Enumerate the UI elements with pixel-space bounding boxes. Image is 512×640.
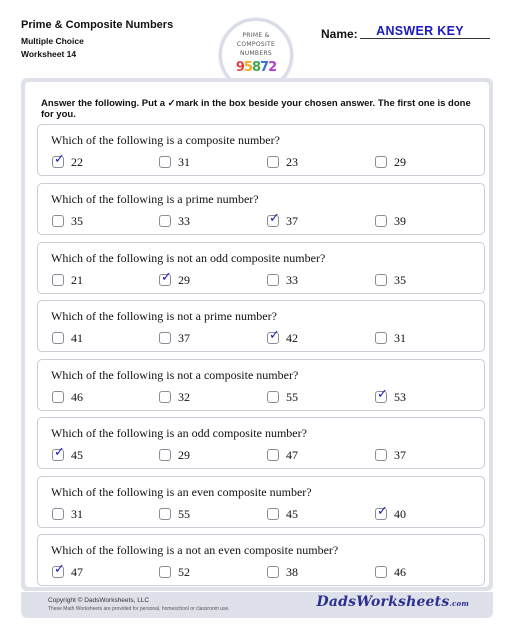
answer-option[interactable] bbox=[52, 507, 83, 521]
answer-value: 41 bbox=[71, 330, 83, 345]
answer-option[interactable] bbox=[267, 390, 298, 404]
answer-value: 53 bbox=[394, 389, 406, 404]
question-sheet bbox=[21, 78, 493, 591]
answer-value: 52 bbox=[178, 564, 190, 579]
logo-line-1: PRIME & bbox=[242, 32, 270, 39]
answer-checkbox[interactable] bbox=[375, 274, 387, 286]
answer-value: 31 bbox=[71, 506, 83, 521]
checkmark-icon: ✓ bbox=[161, 270, 172, 285]
logo-digit: 2 bbox=[268, 60, 277, 75]
worksheet-subtitle: Multiple Choice bbox=[21, 36, 84, 46]
question-card bbox=[37, 183, 485, 235]
answer-checkbox[interactable] bbox=[159, 508, 171, 520]
answer-value: 31 bbox=[394, 330, 406, 345]
answer-checkbox[interactable] bbox=[159, 215, 171, 227]
answer-option[interactable] bbox=[375, 504, 406, 521]
answer-value: 32 bbox=[178, 389, 190, 404]
answer-value: 45 bbox=[71, 447, 83, 462]
answer-checkbox[interactable] bbox=[267, 328, 280, 344]
answer-value: 29 bbox=[178, 272, 190, 287]
answer-option[interactable] bbox=[267, 328, 298, 345]
answer-checkbox[interactable] bbox=[267, 449, 279, 461]
answer-value: 55 bbox=[286, 389, 298, 404]
question-card bbox=[37, 534, 485, 586]
question-card bbox=[37, 124, 485, 176]
answer-option[interactable] bbox=[159, 448, 190, 462]
question-text: Which of the following is not a composite number? bbox=[51, 368, 299, 382]
question-sheet-inner bbox=[25, 82, 489, 587]
answer-option[interactable] bbox=[375, 155, 406, 169]
name-line bbox=[360, 38, 490, 39]
answer-checkbox[interactable] bbox=[267, 156, 279, 168]
answer-option[interactable] bbox=[375, 273, 406, 287]
question-card bbox=[37, 417, 485, 469]
answer-checkbox[interactable] bbox=[52, 562, 65, 578]
answer-checkbox[interactable] bbox=[52, 445, 65, 461]
answer-checkbox[interactable] bbox=[375, 566, 387, 578]
answer-checkbox[interactable] bbox=[375, 504, 388, 520]
answer-checkbox[interactable] bbox=[267, 566, 279, 578]
answer-key-label: ANSWER KEY bbox=[376, 24, 464, 38]
answer-value: 22 bbox=[71, 154, 83, 169]
answer-value: 37 bbox=[394, 447, 406, 462]
answer-value: 37 bbox=[178, 330, 190, 345]
brand-domain: .com bbox=[449, 599, 469, 608]
logo-line-2: COMPOSITE bbox=[236, 41, 276, 48]
disclaimer: These Math Worksheets are provided for personal, homeschool or classroom use. bbox=[48, 606, 230, 612]
question-card bbox=[37, 476, 485, 528]
answer-checkbox[interactable] bbox=[375, 215, 387, 227]
answer-value: 33 bbox=[178, 213, 190, 228]
footer-bar bbox=[21, 592, 493, 618]
answer-option[interactable] bbox=[52, 214, 83, 228]
answer-option[interactable] bbox=[267, 448, 298, 462]
checkmark-icon: ✓ bbox=[269, 211, 280, 226]
question-card bbox=[37, 300, 485, 352]
answer-value: 45 bbox=[286, 506, 298, 521]
answer-value: 46 bbox=[71, 389, 83, 404]
answer-value: 47 bbox=[71, 564, 83, 579]
answer-option[interactable] bbox=[267, 211, 298, 228]
answer-checkbox[interactable] bbox=[52, 152, 65, 168]
question-text: Which of the following is a prime number? bbox=[51, 192, 259, 206]
logo-digits bbox=[222, 60, 290, 75]
answer-value: 35 bbox=[71, 213, 83, 228]
question-text: Which of the following is not a prime number? bbox=[51, 309, 277, 323]
answer-value: 37 bbox=[286, 213, 298, 228]
answer-option[interactable] bbox=[52, 445, 83, 462]
answer-checkbox[interactable] bbox=[159, 566, 171, 578]
question-card bbox=[37, 359, 485, 411]
answer-checkbox[interactable] bbox=[267, 391, 279, 403]
answer-checkbox[interactable] bbox=[159, 156, 171, 168]
answer-checkbox[interactable] bbox=[267, 211, 280, 227]
answer-option[interactable] bbox=[267, 155, 298, 169]
answer-value: 39 bbox=[394, 213, 406, 228]
logo-digit: 5 bbox=[243, 60, 252, 75]
answer-option[interactable] bbox=[375, 565, 406, 579]
checkmark-icon: ✓ bbox=[377, 504, 388, 519]
answer-option[interactable] bbox=[159, 214, 190, 228]
copyright: Copyright © DadsWorksheets, LLC bbox=[48, 597, 150, 604]
answer-checkbox[interactable] bbox=[159, 270, 172, 286]
answer-option[interactable] bbox=[159, 390, 190, 404]
instructions: Answer the following. Put a ✓mark in the box beside your chosen answer. The first one is done for you. bbox=[41, 98, 471, 120]
answer-option[interactable] bbox=[267, 565, 298, 579]
answer-option[interactable] bbox=[52, 390, 83, 404]
answer-value: 46 bbox=[394, 564, 406, 579]
answer-value: 47 bbox=[286, 447, 298, 462]
answer-option[interactable] bbox=[375, 214, 406, 228]
answer-option[interactable] bbox=[159, 565, 190, 579]
answer-option[interactable] bbox=[375, 331, 406, 345]
answer-option[interactable] bbox=[52, 273, 83, 287]
question-text: Which of the following is not an odd composite number? bbox=[51, 251, 326, 265]
answer-value: 21 bbox=[71, 272, 83, 287]
answer-checkbox[interactable] bbox=[159, 332, 171, 344]
logo-digit: 9 bbox=[235, 60, 244, 75]
answer-option[interactable] bbox=[159, 331, 190, 345]
answer-option[interactable] bbox=[52, 331, 83, 345]
brand-name: DadsWorksheets bbox=[316, 594, 450, 610]
answer-checkbox[interactable] bbox=[375, 449, 387, 461]
answer-value: 35 bbox=[394, 272, 406, 287]
answer-value: 42 bbox=[286, 330, 298, 345]
question-text: Which of the following is a composite number? bbox=[51, 133, 280, 147]
logo-line-3: NUMBERS bbox=[239, 50, 273, 57]
answer-option[interactable] bbox=[159, 507, 190, 521]
answer-value: 33 bbox=[286, 272, 298, 287]
answer-checkbox[interactable] bbox=[375, 156, 387, 168]
question-text: Which of the following is an even composite number? bbox=[51, 485, 312, 499]
answer-value: 40 bbox=[394, 506, 406, 521]
answer-checkbox[interactable] bbox=[267, 508, 279, 520]
checkmark-icon: ✓ bbox=[54, 562, 65, 577]
answer-checkbox[interactable] bbox=[52, 332, 64, 344]
answer-option[interactable] bbox=[375, 387, 406, 404]
footer bbox=[0, 592, 512, 640]
brand-logo bbox=[317, 594, 469, 610]
answer-option[interactable] bbox=[267, 507, 298, 521]
answer-value: 31 bbox=[178, 154, 190, 169]
answer-value: 23 bbox=[286, 154, 298, 169]
answer-value: 38 bbox=[286, 564, 298, 579]
worksheet-title: Prime & Composite Numbers bbox=[21, 19, 174, 31]
answer-checkbox[interactable] bbox=[52, 391, 64, 403]
answer-checkbox[interactable] bbox=[267, 274, 279, 286]
answer-checkbox[interactable] bbox=[52, 508, 64, 520]
answer-value: 55 bbox=[178, 506, 190, 521]
question-card bbox=[37, 242, 485, 294]
answer-checkbox[interactable] bbox=[52, 274, 64, 286]
question-text: Which of the following is a not an even composite number? bbox=[51, 543, 339, 557]
answer-value: 29 bbox=[178, 447, 190, 462]
answer-checkbox[interactable] bbox=[159, 391, 171, 403]
answer-option[interactable] bbox=[375, 448, 406, 462]
checkmark-icon: ✓ bbox=[377, 387, 388, 402]
answer-checkbox[interactable] bbox=[159, 449, 171, 461]
question-text: Which of the following is an odd composite number? bbox=[51, 426, 307, 440]
logo-digit: 8 bbox=[251, 60, 261, 75]
name-label: Name: bbox=[321, 27, 358, 41]
answer-value: 29 bbox=[394, 154, 406, 169]
worksheet-number: Worksheet 14 bbox=[21, 49, 77, 59]
answer-option[interactable] bbox=[52, 562, 83, 579]
checkmark-icon: ✓ bbox=[54, 445, 65, 460]
answer-option[interactable] bbox=[267, 273, 298, 287]
logo-digit: 7 bbox=[260, 60, 269, 75]
checkmark-icon: ✓ bbox=[269, 328, 280, 343]
answer-checkbox[interactable] bbox=[52, 215, 64, 227]
checkmark-icon: ✓ bbox=[54, 152, 65, 167]
answer-checkbox[interactable] bbox=[375, 332, 387, 344]
answer-option[interactable] bbox=[52, 152, 83, 169]
answer-option[interactable] bbox=[159, 270, 190, 287]
answer-checkbox[interactable] bbox=[375, 387, 388, 403]
answer-option[interactable] bbox=[159, 155, 190, 169]
